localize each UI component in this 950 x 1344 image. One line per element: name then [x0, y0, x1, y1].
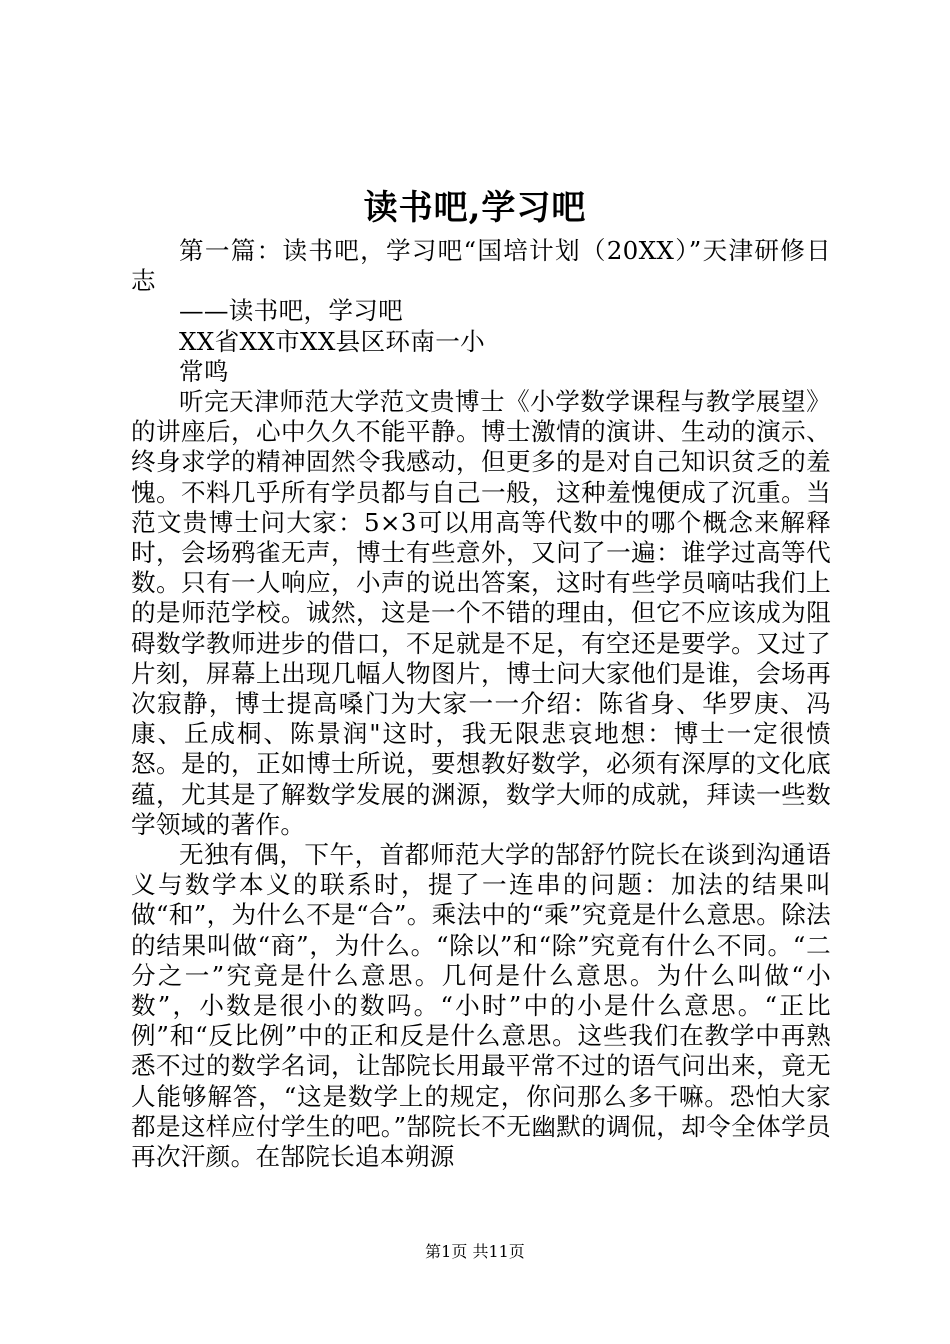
document-body [131, 236, 831, 1172]
paragraph-author: 常鸣 [179, 356, 229, 386]
paragraph-heading: 第一篇：读书吧，学习吧“国培计划（20XX）”天津研修日志 [131, 236, 831, 296]
document-title: 读书吧,学习吧 [363, 188, 587, 228]
paragraph-body-2: 无独有偶，下午，首都师范大学的郜舒竹院长在谈到沟通语义与数学本义的联系时，提了一连串的问题：加法的结果叫做“和”，为什么不是“合”。乘法中的“乘”究竟是什么意思。除法的结果叫做“商”，为什么。“除以”和“除”究竟有什么不同。“二分之一”究竟是什么意思。几何是什么意思。为什么叫做“小数”，小数是很小的数吗。“小时”中的小是什么意思。“正比例”和“反比例”中的正和反是什么意思。这些我们在教学中再熟悉不过的数学名词，让郜院长用最平常不过的语气问出来，竟无人能够解答，“这是数学上的规定，你问那么多干嘛。恐怕大家都是这样应付学生的吧。”郜院长不无幽默的调侃，却令全体学员再次汗颜。在郜院长追本朔源 [131, 840, 831, 1172]
page-footer: 第1页 共11页 [425, 1242, 525, 1261]
paragraph-body-1: 听完天津师范大学范文贵博士《小学数学课程与教学展望》的讲座后，心中久久不能平静。博士激情的演讲、生动的演示、终身求学的精神固然令我感动，但更多的是对自己知识贫乏的羞愧。不料几乎所有学员都与自己一般，这种羞愧便成了沉重。当范文贵博士问大家：5×3可以用高等代数中的哪个概念来解释时，会场鸦雀无声，博士有些意外，又问了一遍：谁学过高等代数。只有一人响应，小声的说出答案，这时有些学员嘀咕我们上的是师范学校。诚然，这是一个不错的理由，但它不应该成为阻碍数学教师进步的借口，不足就是不足，有空还是要学。又过了片刻，屏幕上出现几幅人物图片，博士问大家他们是谁，会场再次寂静，博士提高嗓门为大家一一介绍：陈省身、华罗庚、冯康、丘成桐、陈景润"这时，我无限悲哀地想：博士一定很愤怒。是的，正如博士所说，要想教好数学，必须有深厚的文化底蕴，尤其是了解数学发展的渊源，数学大师的成就，拜读一些数学领域的著作。 [131, 387, 831, 839]
paragraph-school: XX省XX市XX县区环南一小 [179, 326, 486, 356]
paragraph-subtitle: ——读书吧，学习吧 [179, 296, 404, 326]
